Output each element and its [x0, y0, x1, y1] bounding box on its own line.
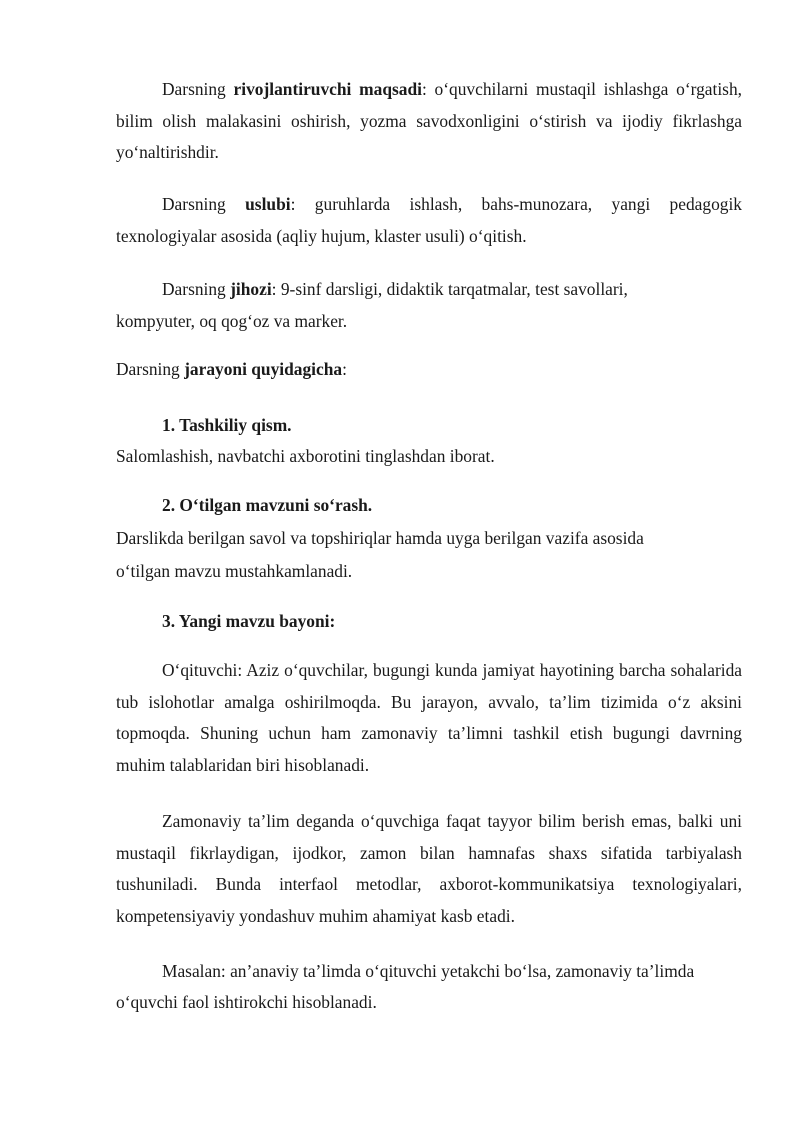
paragraph-method: Darsning uslubi: guruhlarda ishlash, bahs-munozara, yangi pedagogik texnologiyalar asosida (aqliy hujum, klaster usuli) o‘qitish. — [116, 194, 742, 246]
section-heading-review: 2. O‘tilgan mavzuni so‘rash. — [162, 495, 373, 515]
paragraph-example-line2: o‘quvchi faol ishtirokchi hisoblanadi. — [116, 992, 377, 1012]
section-text-review-line1: Darslikda berilgan savol va topshiriqlar hamda uyga berilgan vazifa asosida — [116, 528, 644, 548]
term-process: jarayoni quyidagicha — [184, 359, 343, 379]
paragraph-equipment-line2: kompyuter, oq qog‘oz va marker. — [116, 311, 348, 331]
paragraph-example-line1: Masalan: an’anaviy ta’limda o‘qituvchi yetakchi bo‘lsa, zamonaviy ta’limda — [162, 961, 695, 981]
paragraph-teacher-intro: O‘qituvchi: Aziz o‘quvchilar, bugungi kunda jamiyat hayotining barcha sohalarida tub islohotlar amalga oshirilmoqda. Bu jarayon, avvalo, ta’lim tizimida o‘z aksini topmoqda. Shuning uchun ham zamonaviy ta’limni tashkil etish bugungi davrning muhim talablaridan biri hisoblanadi. — [116, 660, 742, 775]
section-heading-new-topic: 3. Yangi mavzu bayoni: — [162, 611, 336, 631]
section-text-review-line2: o‘tilgan mavzu mustahkamlanadi. — [116, 561, 353, 581]
paragraph-development-goal: Darsning rivojlantiruvchi maqsadi: o‘quvchilarni mustaqil ishlashga o‘rgatish, bilim olish malakasini oshirish, yozma savodxonligini o‘stirish va ijodiy fikrlashga yo‘naltirishdir. — [116, 79, 742, 162]
paragraph-equipment-line1: Darsning jihozi: 9-sinf darsligi, didaktik tarqatmalar, test savollari, — [162, 279, 628, 299]
section-heading-organizational: 1. Tashkiliy qism. — [162, 415, 292, 435]
section-text-organizational: Salomlashish, navbatchi axborotini tinglashdan iborat. — [116, 446, 495, 466]
term-method: uslubi — [245, 194, 291, 214]
term-equipment: jihozi — [230, 279, 272, 299]
paragraph-process: Darsning jarayoni quyidagicha: — [116, 359, 347, 379]
paragraph-modern-education: Zamonaviy ta’lim deganda o‘quvchiga faqat tayyor bilim berish emas, balki uni mustaqil fikrlaydigan, ijodkor, zamon bilan hamnafas shaxs sifatida tarbiyalash tushuniladi. Bunda interfaol metodlar, axborot-kommunikatsiya texnologiyalari, kompetensiyaviy yondashuv muhim ahamiyat kasb etadi. — [116, 811, 742, 926]
term-development-goal: rivojlantiruvchi maqsadi — [233, 79, 422, 99]
